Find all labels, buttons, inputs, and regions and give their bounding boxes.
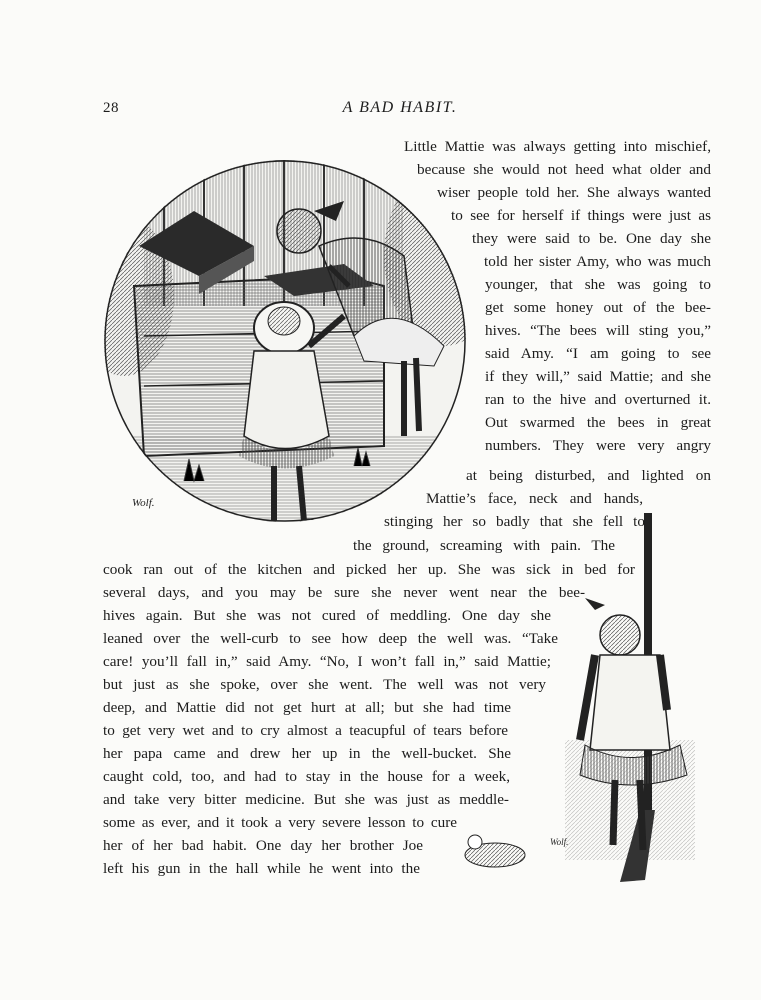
text-line: the ground, screaming with pain. The <box>353 537 615 554</box>
text-line: if they will,” said Mattie; and she <box>485 368 711 385</box>
text-line: deep, and Mattie did not get hurt at all; but she had time <box>103 699 511 716</box>
text-line: Out swarmed the bees in great <box>485 414 711 431</box>
text-line: Mattie’s face, neck and hands, <box>426 490 643 507</box>
text-line: leaned over the well-curb to see how deep the well was. “Take <box>103 630 558 647</box>
text-line: wiser people told her. She always wanted <box>437 184 711 201</box>
text-line: to see for herself if things were just as <box>451 207 711 224</box>
text-line: cook ran out of the kitchen and picked her up. She was sick in bed for <box>103 561 635 578</box>
text-line: get some honey out of the bee- <box>485 299 711 316</box>
text-line: told her sister Amy, who was much <box>484 253 711 270</box>
text-line: some as ever, and it took a very severe lesson to cure <box>103 814 457 831</box>
text-line: stinging her so badly that she fell to <box>384 513 645 530</box>
text-line: her papa came and drew her up in the well-bucket. She <box>103 745 511 762</box>
text-line: her of her bad habit. One day her brother Joe <box>103 837 423 854</box>
text-line: care! you’ll fall in,” said Amy. “No, I won’t fall in,” said Mattie; <box>103 653 551 670</box>
text-line: at being disturbed, and lighted on <box>466 467 711 484</box>
text-line: caught cold, too, and had to stay in the house for a week, <box>103 768 510 785</box>
text-line: to get very wet and to cry almost a teacupful of tears before <box>103 722 508 739</box>
text-line: but just as she spoke, over she went. The well was not very <box>103 676 546 693</box>
text-line: because she would not heed what older and <box>417 161 711 178</box>
text-line: said Amy. “I am going to see <box>485 345 711 362</box>
text-line: Little Mattie was always getting into mischief, <box>404 138 711 155</box>
running-title: A BAD HABIT. <box>342 99 458 116</box>
text-line: ran to the hive and overturned it. <box>485 391 711 408</box>
text-line: hives. “The bees will sting you,” <box>485 322 711 339</box>
text-line: numbers. They were very angry <box>485 437 711 454</box>
text-line: left his gun in the hall while he went into the <box>103 860 420 877</box>
text-line: hives again. But she was not cured of meddling. One day she <box>103 607 551 624</box>
gun-signature: Wolf. <box>550 837 569 847</box>
beehive-illustration <box>104 136 466 556</box>
text-line: younger, that she was going to <box>485 276 711 293</box>
text-line: several days, and you may be sure she never went near the bee- <box>103 584 585 601</box>
text-line: and take very bitter medicine. But she was just as meddle- <box>103 791 509 808</box>
text-line: they were said to be. One day she <box>472 230 711 247</box>
beehive-signature: Wolf. <box>132 497 155 509</box>
page-number: 28 <box>103 100 119 116</box>
